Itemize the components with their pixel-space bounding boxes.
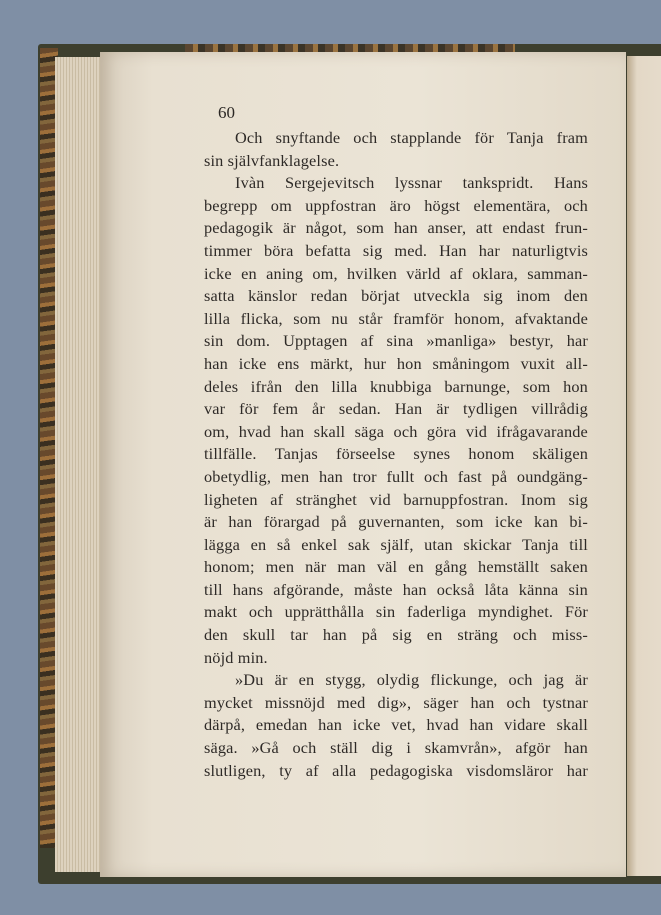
text-line: icke en aning om, hvilken värld af oklara, samman- <box>204 263 588 283</box>
text-line: han icke ens märkt, hur hon småningom vuxit all- <box>204 353 588 373</box>
text-line: den skull tar han på sig en sträng och miss- <box>204 625 588 645</box>
text-line: Och snyftande och stapplande för Tanja fram <box>235 128 588 147</box>
text-line: pedagogik är något, som han anser, att endast frun- <box>204 218 588 238</box>
text-line: tillfälle. Tanjas förseelse synes honom skäligen <box>204 444 588 464</box>
text-line: lägga en så enkel sak själf, utan skickar Tanja till <box>204 534 588 554</box>
text-line: lilla flicka, som nu står framför honom, afvaktande <box>204 308 588 328</box>
text-line: ligheten af stränghet vid barnuppfostran. Inom sig <box>204 489 588 509</box>
text-line: »Du är en stygg, olydig flickunge, och jag är <box>235 670 588 690</box>
text-line: om, hvad han skall säga och göra vid ifrågavarande <box>204 421 588 441</box>
text-line: begrepp om uppfostran äro högst elementära, och <box>204 195 588 215</box>
text-line: var för fem år sedan. Han är tydligen villrådig <box>204 399 588 419</box>
text-line: sin självfanklagelse. <box>204 150 340 170</box>
text-line: sin dom. Upptagen af sina »manliga» bestyr, har <box>204 331 588 351</box>
text-line: mycket missnöjd med dig», säger han och tystnar <box>204 692 588 712</box>
text-line: satta känslor redan börjat utveckla sig inom den <box>204 286 588 306</box>
text-line: timmer böra befatta sig med. Han har naturligtvis <box>204 240 588 260</box>
text-line: obetydlig, men han tror fullt och fast på oundgäng- <box>204 466 588 486</box>
text-line: honom; men när man väl en gång hemställt saken <box>204 557 588 577</box>
text-line: är han förargad på guvernanten, som icke kan bi- <box>204 512 588 532</box>
text-line: slutligen, ty af alla pedagogiska visdomsläror har <box>204 760 588 780</box>
text-line: nöjd min. <box>204 647 268 667</box>
text-line: därpå, emedan han icke vet, hvad han vidare skall <box>204 715 588 735</box>
page-text <box>204 127 588 782</box>
text-line: deles ifrån den lilla knubbiga barnunge, som hon <box>204 376 588 396</box>
text-line: till hans afgörande, måste han också låta känna sin <box>204 579 588 599</box>
page-number: 60 <box>218 103 235 122</box>
text-line: säga. »Gå och ställ dig i skamvrån», afgör han <box>204 738 588 758</box>
text-line: makt och upprätthålla sin faderliga myndighet. För <box>204 602 588 622</box>
facing-page-edge <box>627 56 661 876</box>
text-line: Ivàn Sergejevitsch lyssnar tankspridt. Hans <box>235 173 588 193</box>
